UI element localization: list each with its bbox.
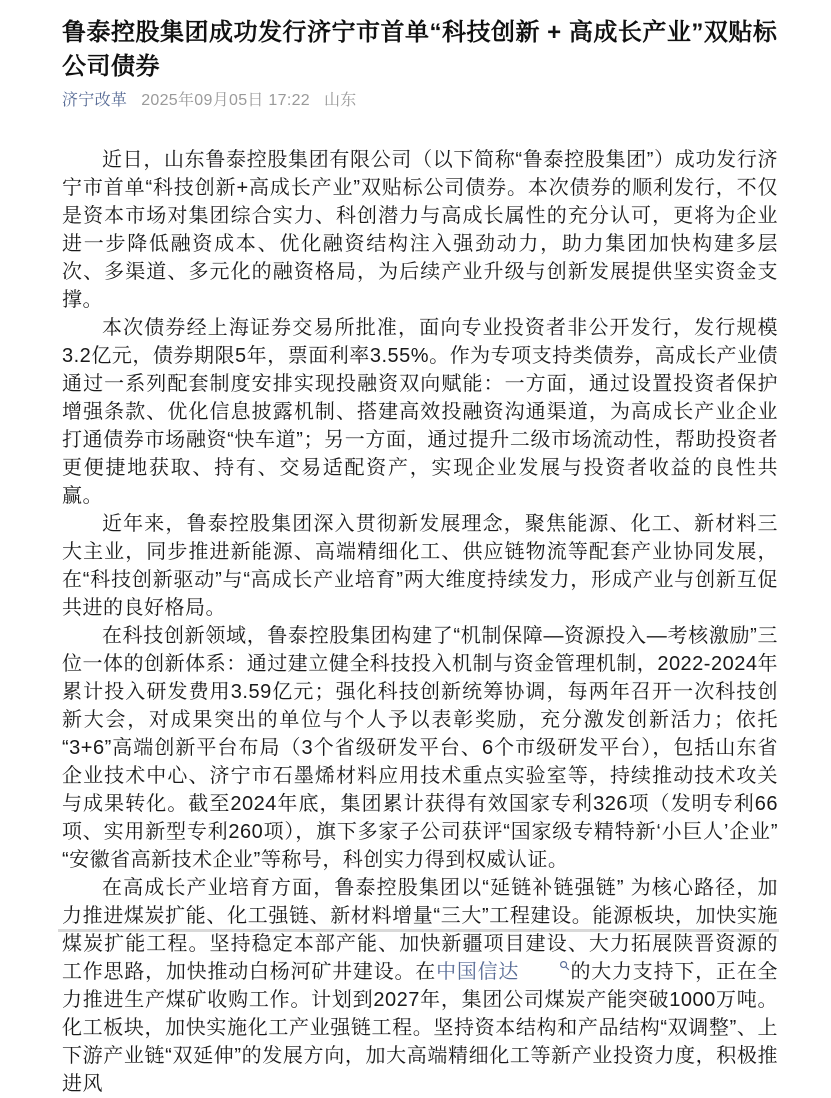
article-body [62, 146, 778, 1098]
source-account-link[interactable]: 济宁改革 [62, 92, 128, 109]
entity-link[interactable] [436, 961, 570, 983]
publish-location: 山东 [323, 92, 357, 109]
paragraph-1: 近日，山东鲁泰控股集团有限公司（以下简称“鲁泰控股集团”）成功发行济宁市首单“科技创新+高成长产业”双贴标公司债券。本次债券的顺利发行，不仅是资本市场对集团综合实力、科创潜力与高成长属性的充分认可，更将为企业进一步降低融资成本、优化融资结构注入强劲动力，助力集团加快构建多层次、多渠道、多元化的融资格局，为后续产业升级与创新发展提供坚实资金支撑。 [62, 149, 778, 311]
paragraph-5 [62, 874, 778, 1098]
paragraph-3: 近年来，鲁泰控股集团深入贯彻新发展理念，聚焦能源、化工、新材料三大主业，同步推进新能源、高端精细化工、供应链物流等配套产业协同发展，在“科技创新驱动”与“高成长产业培育”两大维度持续发力，形成产业与创新互促共进的良好格局。 [62, 513, 778, 619]
paragraph-5-text-post: 的大力支持下，正在全力推进生产煤矿收购工作。计划到2027年，集团公司煤炭产能突破1000万吨。化工板块，加快实施化工产业强链工程。坚持资本结构和产品结构“双调整”、上下游产业链“双延伸”的发展方向，加大高端精细化工等新产业投资力度，积极推进风 [62, 961, 778, 1095]
article-meta [62, 90, 778, 112]
publish-date: 2025年09月05日 17:22 [141, 92, 310, 109]
paragraph-5-text-pre: 在高成长产业培育方面，鲁泰控股集团以“延链补链强链” 为核心路径，加力推进煤炭扩能、化工强链、新材料增量“三大”工程建设。能源板块，加快实施煤炭扩能工程。坚持稳定本部产能、加快新疆项目建设、大力拓展陕晋资源的工作思路，加快推动白杨河矿井建设。在 [62, 877, 778, 983]
search-icon[interactable] [519, 960, 570, 971]
entity-link-label[interactable]: 中国信达 [436, 961, 520, 983]
paragraph-2: 本次债券经上海证券交易所批准，面向专业投资者非公开发行，发行规模3.2亿元，债券期限5年，票面利率3.55%。作为专项支持类债券，高成长产业债通过一系列配套制度安排实现投融资双向赋能：一方面，通过设置投资者保护增强条款、优化信息披露机制、搭建高效投融资沟通渠道，为高成长产业企业打通债券市场融资“快车道”；另一方面，通过提升二级市场流动性，帮助投资者更便捷地获取、持有、交易适配资产，实现企业发展与投资者收益的良性共赢。 [62, 317, 778, 507]
paragraph-4: 在科技创新领域，鲁泰控股集团构建了“机制保障—资源投入—考核激励”三位一体的创新体系：通过建立健全科技投入机制与资金管理机制，2022-2024年累计投入研发费用3.59亿元；强化科技创新统筹协调，每两年召开一次科技创新大会，对成果突出的单位与个人予以表彰奖励，充分激发创新活力；依托“3+6”高端创新平台布局（3个省级研发平台、6个市级研发平台），包括山东省企业技术中心、济宁市石墨烯材料应用技术重点实验室等，持续推动技术攻关与成果转化。截至2024年底，集团累计获得有效国家专利326项（发明专利66项、实用新型专利260项），旗下多家子公司获评“国家级专精特新‘小巨人’企业”“安徽省高新技术企业”等称号，科创实力得到权威认证。 [62, 625, 778, 871]
article-title: 鲁泰控股集团成功发行济宁市首单“科技创新 + 高成长产业”双贴标公司债券 [62, 19, 778, 80]
